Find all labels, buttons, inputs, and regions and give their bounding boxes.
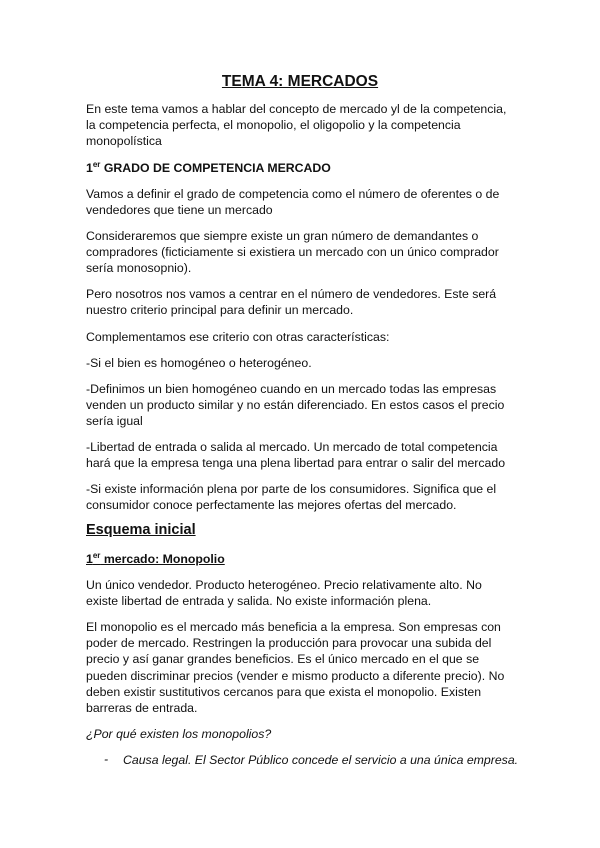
- paragraph-1: Vamos a definir el grado de competencia como el número de oferentes o de vendedores que tiene un mercado: [86, 187, 500, 218]
- intro-paragraph: En este tema vamos a hablar del concepto de mercado yl de la competencia, la competencia perfecta, el monopolio, el oligopolio y la competencia monopolística: [86, 102, 507, 149]
- paragraph-5: -Si el bien es homogéneo o heterogéneo.: [86, 356, 312, 370]
- heading-grado-competencia: [86, 160, 516, 176]
- question-line: ¿Por qué existen los monopolios?: [86, 727, 272, 741]
- heading-superscript: er: [92, 160, 101, 169]
- bullet-marker: -: [104, 752, 109, 766]
- paragraph-9: Un único vendedor. Producto heterogéneo. Precio relativamente alto. No existe libertad de entrada y salida. No existe información plena.: [86, 578, 482, 609]
- paragraph-8: -Si existe información plena por parte de los consumidores. Significa que el consumidor conoce perfectamente las mejores ofertas del mercado.: [86, 482, 497, 513]
- heading2-superscript: er: [92, 551, 101, 560]
- paragraph-10: El monopolio es el mercado más beneficia a la empresa. Son empresas con poder de mercado. Restringen la producción para provocar una subida del precio y así ganar grandes beneficios. Es el único mercado en el que se pueden discriminar precios (vender e mismo producto a diferente precio). No deben existir sustitutivos cercanos para que exista el monopolio. Existen barreras de entrada.: [86, 620, 505, 716]
- heading-text: GRADO DE COMPETENCIA MERCADO: [100, 161, 331, 175]
- bullet-text: Causa legal. El Sector Público concede el servicio a una única empresa.: [123, 753, 519, 767]
- heading2-number: 1: [86, 552, 93, 566]
- paragraph-2: Consideraremos que siempre existe un gran número de demandantes o compradores (ficticiamente si existiera un mercado con un único comprador sería monosopnio).: [86, 229, 499, 276]
- paragraph-6: -Definimos un bien homogéneo cuando en un mercado todas las empresas venden un producto similar y no están diferenciado. En estos casos el precio sería igual: [86, 382, 505, 429]
- paragraph-4: Complementamos ese criterio con otras características:: [86, 330, 390, 344]
- heading2-text: mercado: Monopolio: [100, 552, 225, 566]
- page-title: TEMA 4: MERCADOS: [221, 73, 379, 90]
- section-heading: Esquema inicial: [86, 522, 196, 538]
- heading-number: 1: [86, 161, 93, 175]
- paragraph-3: Pero nosotros nos vamos a centrar en el número de vendedores. Este será nuestro criterio principal para definir un mercado.: [86, 287, 497, 318]
- heading-monopolio: [86, 551, 516, 567]
- paragraph-7: -Libertad de entrada o salida al mercado. Un mercado de total competencia hará que la empresa tenga una plena libertad para entrar o salir del mercado: [86, 440, 506, 471]
